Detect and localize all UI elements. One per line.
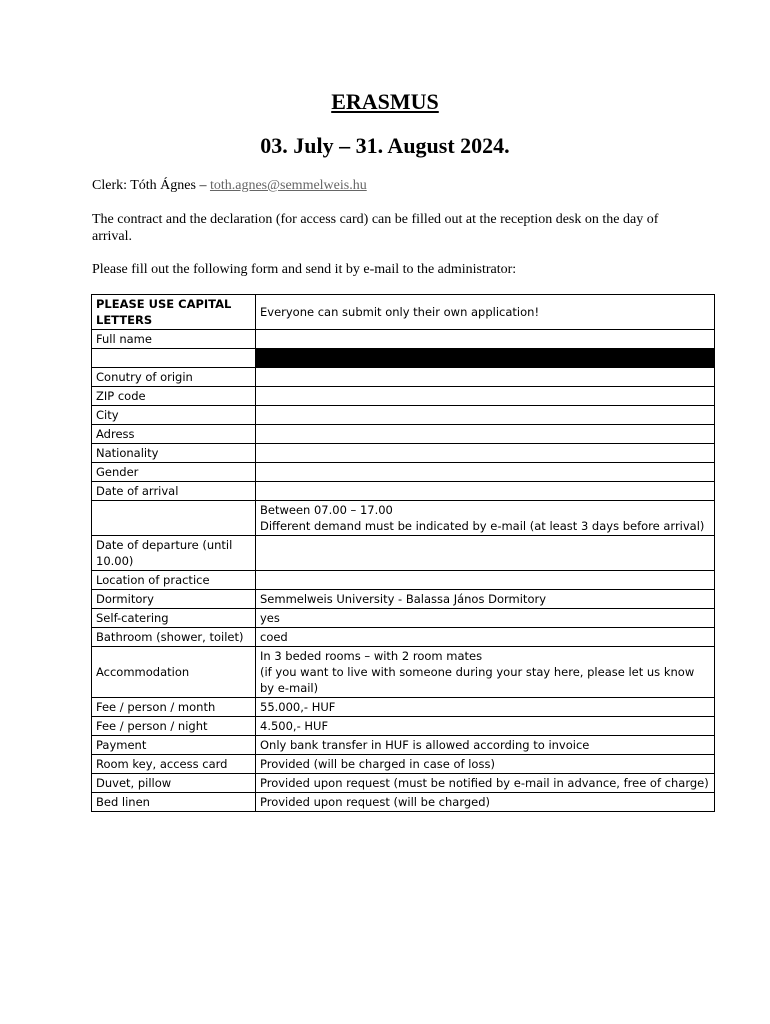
form-row-value: Provided (will be charged in case of loss) (256, 755, 715, 774)
form-row (92, 609, 715, 628)
form-row (92, 698, 715, 717)
form-row (92, 425, 715, 444)
form-row-value: yes (256, 609, 715, 628)
form-row-label: Date of arrival (92, 482, 256, 501)
form-row (92, 387, 715, 406)
form-row (92, 774, 715, 793)
form-row (92, 463, 715, 482)
submission-note: Everyone can submit only their own application! (256, 295, 715, 330)
form-row (92, 736, 715, 755)
application-form-table (91, 294, 715, 812)
form-row (92, 536, 715, 571)
form-row-value[interactable] (256, 536, 715, 571)
form-row (92, 482, 715, 501)
form-row (92, 406, 715, 425)
form-row-value: coed (256, 628, 715, 647)
form-row (92, 793, 715, 812)
form-header-row (92, 295, 715, 330)
form-row (92, 349, 715, 368)
form-row-value (256, 501, 715, 536)
form-row-value[interactable] (256, 482, 715, 501)
form-row-value-line: Between 07.00 – 17.00 (260, 503, 393, 517)
form-row-value[interactable] (256, 406, 715, 425)
redacted-field[interactable] (256, 349, 715, 368)
form-row-value: Only bank transfer in HUF is allowed according to invoice (256, 736, 715, 755)
contract-note: The contract and the declaration (for access card) can be filled out at the reception desk on the day of arrival. (92, 212, 659, 244)
form-row-value[interactable] (256, 387, 715, 406)
form-row-value[interactable] (256, 425, 715, 444)
form-row-value: Provided upon request (must be notified by e-mail in advance, free of charge) (256, 774, 715, 793)
form-row (92, 590, 715, 609)
form-row-value[interactable] (256, 571, 715, 590)
form-row-label: Room key, access card (92, 755, 256, 774)
form-row-label: ZIP code (92, 387, 256, 406)
form-row (92, 647, 715, 698)
form-row-value: Semmelweis University - Balassa János Dormitory (256, 590, 715, 609)
form-row-value (256, 647, 715, 698)
clerk-name: Clerk: Tóth Ágnes – (92, 178, 210, 193)
form-row-value[interactable] (256, 330, 715, 349)
form-row-value: 55.000,- HUF (256, 698, 715, 717)
form-row-label: Full name (92, 330, 256, 349)
form-row (92, 628, 715, 647)
form-row-label: Duvet, pillow (92, 774, 256, 793)
form-row-label: Fee / person / night (92, 717, 256, 736)
form-row-label: City (92, 406, 256, 425)
form-row (92, 368, 715, 387)
form-row-value[interactable] (256, 463, 715, 482)
form-row-label: Conutry of origin (92, 368, 256, 387)
form-row-value: 4.500,- HUF (256, 717, 715, 736)
form-row-label: Accommodation (92, 647, 256, 698)
form-row-label (92, 349, 256, 368)
page-title: ERASMUS (331, 89, 439, 114)
capital-letters-note: PLEASE USE CAPITAL LETTERS (92, 295, 256, 330)
form-row-value[interactable] (256, 444, 715, 463)
form-row-label: Payment (92, 736, 256, 755)
form-row-label: Gender (92, 463, 256, 482)
form-row-label: Adress (92, 425, 256, 444)
instruction-text: Please fill out the following form and send it by e-mail to the administrator: (92, 262, 517, 277)
clerk-email-link[interactable]: toth.agnes@semmelweis.hu (209, 178, 367, 193)
form-row-value: Provided upon request (will be charged) (256, 793, 715, 812)
form-row-label: Bed linen (92, 793, 256, 812)
form-row-value-line: In 3 beded rooms – with 2 room mates (260, 649, 483, 663)
form-row-value-line: (if you want to live with someone during your stay here, please let us know by e-mail) (260, 665, 695, 695)
form-row-value-line: Different demand must be indicated by e-mail (at least 3 days before arrival) (260, 519, 705, 533)
form-row-label: Fee / person / month (92, 698, 256, 717)
form-row-label: Nationality (92, 444, 256, 463)
clerk-line (92, 177, 692, 194)
form-row-label: Date of departure (until 10.00) (92, 536, 256, 571)
form-row-label: Location of practice (92, 571, 256, 590)
form-row-label (92, 501, 256, 536)
form-row (92, 501, 715, 536)
form-row (92, 330, 715, 349)
form-row-value[interactable] (256, 368, 715, 387)
form-row (92, 755, 715, 774)
form-row (92, 571, 715, 590)
form-row-label: Dormitory (92, 590, 256, 609)
date-range: 03. July – 31. August 2024. (260, 133, 510, 158)
form-row (92, 717, 715, 736)
form-row-label: Self-catering (92, 609, 256, 628)
form-row-label: Bathroom (shower, toilet) (92, 628, 256, 647)
form-row (92, 444, 715, 463)
